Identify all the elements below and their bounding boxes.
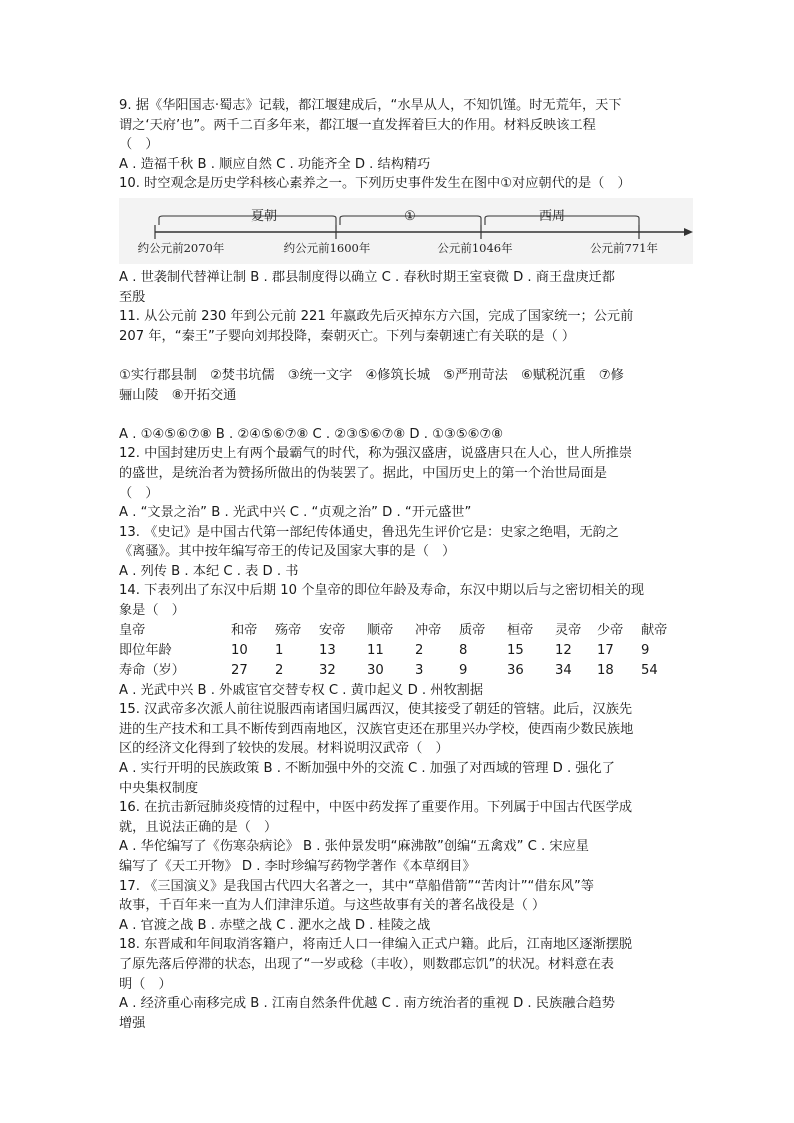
table-cell: 冲帝 <box>415 622 442 638</box>
timeline-date-1: 约公元前2070年 <box>137 240 225 255</box>
timeline-period-2: ① <box>404 208 416 224</box>
text-line: 14. 下表列出了东汉中后期 10 个皇帝的即位年龄及寿命，东汉中期以后与之密切相关的现 <box>119 583 645 599</box>
table-cell: 54 <box>641 662 658 678</box>
table-cell: 顺帝 <box>367 622 394 638</box>
text-line: （ ） <box>119 137 159 153</box>
table-cell: 9 <box>641 642 650 658</box>
table-cell: 18 <box>597 662 614 678</box>
table-cell: 11 <box>367 642 384 658</box>
table-row-header: 皇帝 <box>119 622 146 638</box>
text-line <box>119 346 679 366</box>
table-cell: 13 <box>319 642 336 658</box>
table-cell: 和帝 <box>231 622 258 638</box>
table-cell: 36 <box>507 662 524 678</box>
text-line: A . 造福千秋 B . 顺应自然 C . 功能齐全 D . 结构精巧 <box>119 156 431 172</box>
table-cell: 1 <box>275 642 284 658</box>
table-cell: 9 <box>459 662 468 678</box>
question-block-14-18 <box>119 681 679 1034</box>
text-line: 象是（ ） <box>119 603 185 619</box>
text-line: 12. 中国封建历史上有两个最霸气的时代，称为强汉盛唐，说盛唐只在人心，世人所推崇 <box>119 446 633 462</box>
text-line: 11. 从公元前 230 年到公元前 221 年嬴政先后灭掉东方六国，完成了国家统一；公元前 <box>119 309 634 325</box>
table-cell: 15 <box>507 642 524 658</box>
text-line: A . “文景之治” B . 光武中兴 C . “贞观之治” D . “开元盛世” <box>119 505 472 521</box>
table-cell: 桓帝 <box>507 622 534 638</box>
table-cell: 安帝 <box>319 622 346 638</box>
text-line: A . 华佗编写了《伤寒杂病论》 B . 张仲景发明“麻沸散”创编“五禽戏” C . 宋应星 <box>119 839 589 855</box>
text-line: 的盛世，是统治者为赞扬所做出的伪装罢了。据此，中国历史上的第一个治世局面是 <box>119 465 607 481</box>
emperor-table <box>119 621 679 681</box>
timeline-date-3: 公元前1046年 <box>437 240 513 255</box>
table-cell: 10 <box>231 642 248 658</box>
timeline-date-2: 约公元前1600年 <box>283 240 371 255</box>
table-cell: 3 <box>415 662 424 678</box>
text-line: A . 经济重心南移完成 B . 江南自然条件优越 C . 南方统治者的重视 D . 民族融合趋势 <box>119 996 615 1012</box>
question-block-10-14 <box>119 268 679 621</box>
table-cell: 少帝 <box>597 622 624 638</box>
timeline-date-4: 公元前771年 <box>590 240 658 255</box>
table-cell: 17 <box>597 642 614 658</box>
text-line: 13. 《史记》是中国古代第一部纪传体通史，鲁迅先生评价它是：史家之绝唱，无韵之 <box>119 524 619 540</box>
text-line: 9. 据《华阳国志·蜀志》记载，都江堰建成后，“水旱从人，不知饥馑。时无荒年，天下 <box>119 98 622 113</box>
text-line: （ ） <box>119 485 159 501</box>
text-line: A . 光武中兴 B . 外戚宦官交替专权 C . 黄巾起义 D . 州牧割据 <box>119 682 484 698</box>
text-line: 17. 《三国演义》是我国古代四大名著之一，其中“草船借箭”“苦肉计”“借东风”等 <box>119 878 594 894</box>
timeline-period-3: 西周 <box>538 208 566 224</box>
table-cell: 32 <box>319 662 336 678</box>
text-line <box>119 405 679 425</box>
text-line: 了原先落后停滞的状态，出现了“一岁或稔（丰收），则数郡忘饥”的状况。材料意在表 <box>119 956 614 972</box>
dynasty-timeline <box>119 194 679 268</box>
table-cell: 殇帝 <box>275 622 302 638</box>
text-line: 明（ ） <box>119 976 172 992</box>
table-cell: 27 <box>231 662 248 678</box>
text-line: 16. 在抗击新冠肺炎疫情的过程中，中医中药发挥了重要作用。下列属于中国古代医学成 <box>119 800 633 816</box>
text-line: 中央集权制度 <box>119 780 199 796</box>
text-line: 进的生产技术和工具不断传到西南地区，汉族官吏还在那里兴办学校，使西南少数民族地 <box>119 721 634 737</box>
text-line: A . 世袭制代替禅让制 B . 郡县制度得以确立 C . 春秋时期王室衰微 D . 商王盘庚迁都 <box>119 269 615 285</box>
text-line: 《离骚》。其中按年编写帝王的传记及国家大事的是（ ） <box>119 544 456 560</box>
text-line: 18. 东晋咸和年间取消客籍户，将南迁人口一律编入正式户籍。此后，江南地区逐渐摆脱 <box>119 937 633 953</box>
text-line: 10. 时空观念是历史学科核心素养之一。下列历史事件发生在图中①对应朝代的是（ ） <box>119 176 631 192</box>
text-line: 至殷 <box>119 289 146 305</box>
text-line: 15. 汉武帝多次派人前往说服西南诸国归属西汉，使其接受了朝廷的管辖。此后，汉族先 <box>119 702 633 718</box>
table-cell: 灵帝 <box>555 622 582 638</box>
text-line: 增强 <box>119 1015 146 1031</box>
table-cell: 2 <box>275 662 284 678</box>
timeline-figure <box>119 194 695 268</box>
text-line: 就，且说法正确的是（ ） <box>119 819 278 835</box>
timeline-period-1: 夏朝 <box>250 208 278 224</box>
text-line: 故事，千百年来一直为人们津津乐道。与这些故事有关的著名战役是（ ） <box>119 898 546 914</box>
table-cell: 献帝 <box>641 622 668 638</box>
table-cell: 2 <box>415 642 424 658</box>
text-line: 区的经济文化得到了较快的发展。材料说明汉武帝（ ） <box>119 741 449 757</box>
table-row-header: 即位年龄 <box>119 642 172 658</box>
text-line: 编写了《天工开物》 D . 李时珍编写药物学著作《本草纲目》 <box>119 859 476 874</box>
table-cell: 34 <box>555 662 572 678</box>
text-line: A . 官渡之战 B . 赤壁之战 C . 淝水之战 D . 桂陵之战 <box>119 917 431 933</box>
text-line: ①实行郡县制 ②焚书坑儒 ③统一文字 ④修筑长城 ⑤严刑苛法 ⑥赋税沉重 ⑦修 <box>119 367 624 383</box>
table-cell: 8 <box>459 642 468 658</box>
text-line: 谓之‘天府’也”。两千二百多年来，都江堰一直发挥着巨大的作用。材料反映该工程 <box>119 117 596 133</box>
text-line: A . ①④⑤⑥⑦⑧ B . ②④⑤⑥⑦⑧ C . ②③⑤⑥⑦⑧ D . ①③⑤⑥⑦⑧ <box>119 426 504 442</box>
table-cell: 12 <box>555 642 572 658</box>
text-line: 207 年，“秦王”子婴向刘邦投降，秦朝灭亡。下列与秦朝速亡有关联的是（ ） <box>119 328 576 344</box>
text-line: A . 列传 B . 本纪 C . 表 D . 书 <box>119 563 299 579</box>
table-cell: 30 <box>367 662 384 678</box>
text-line: 骊山陵 ⑧开拓交通 <box>119 387 237 403</box>
question-block-9-10 <box>119 96 679 194</box>
exam-page <box>119 96 679 1033</box>
table-row-header: 寿命（岁） <box>119 662 185 678</box>
text-line: A . 实行开明的民族政策 B . 不断加强中外的交流 C . 加强了对西域的管理 D . 强化了 <box>119 761 615 777</box>
table-cell: 质帝 <box>459 622 486 638</box>
